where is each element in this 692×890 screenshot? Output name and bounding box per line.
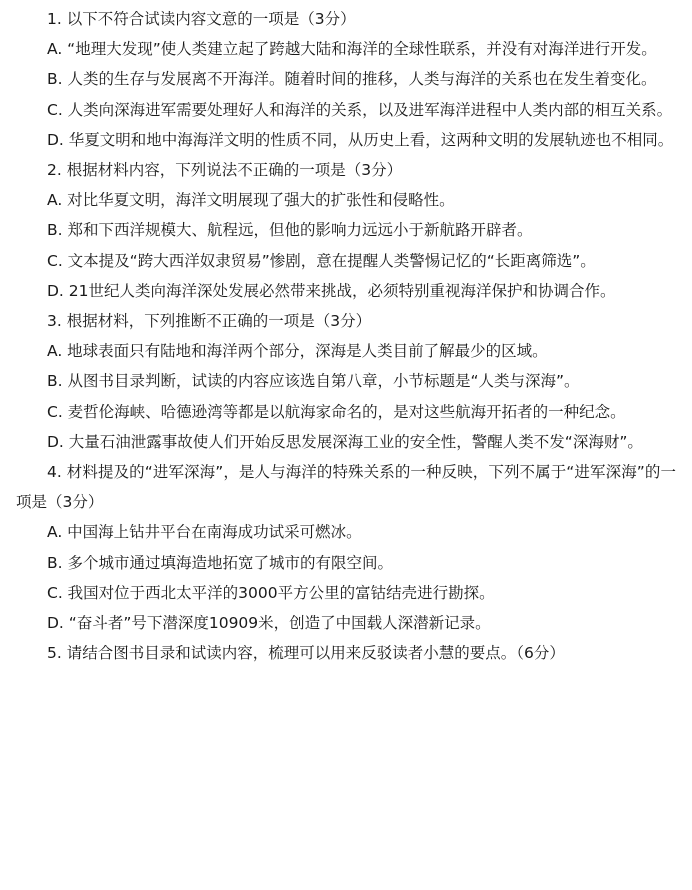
question-2-option-d: D. 21世纪人类向海洋深处发展必然带来挑战，必须特别重视海洋保护和协调合作。 <box>47 281 616 300</box>
question-1-option-a: A. “地理大发现”使人类建立起了跨越大陆和海洋的全球性联系，并没有对海洋进行开发。 <box>47 40 657 59</box>
question-2-option-a: A. 对比华夏文明，海洋文明展现了强大的扩张性和侵略性。 <box>47 191 455 210</box>
question-4-stem: 4. 材料提及的“进军深海”，是人与海洋的特殊关系的一种反映，下列不属于“进军深海”的一项是（3分） <box>16 463 676 512</box>
question-2-option-b: B. 郑和下西洋规模大、航程远，但他的影响力远远小于新航路开辟者。 <box>47 221 533 240</box>
question-3-option-a: A. 地球表面只有陆地和海洋两个部分，深海是人类目前了解最少的区域。 <box>47 342 548 361</box>
question-4-option-b: B. 多个城市通过填海造地拓宽了城市的有限空间。 <box>47 553 393 572</box>
question-1-stem: 1. 以下不符合试读内容文意的一项是（3分） <box>47 10 356 28</box>
question-1-option-d: D. 华夏文明和地中海海洋文明的性质不同，从历史上看，这两种文明的发展轨迹也不相同。 <box>47 130 674 149</box>
question-1-option-c: C. 人类向深海进军需要处理好人和海洋的关系，以及进军海洋进程中人类内部的相互关系。 <box>47 100 673 119</box>
question-4-option-d: D. “奋斗者”号下潜深度10909米，创造了中国载人深潜新记录。 <box>47 614 491 633</box>
question-2-option-c: C. 文本提及“跨大西洋奴隶贸易”惨剧，意在提醒人类警惕记忆的“长距离筛选”。 <box>47 251 596 270</box>
question-5-stem: 5. 请结合图书目录和试读内容，梳理可以用来反驳读者小慧的要点。（6分） <box>47 644 565 663</box>
question-3-stem: 3. 根据材料，下列推断不正确的一项是（3分） <box>47 312 372 331</box>
question-4-option-a: A. 中国海上钻井平台在南海成功试采可燃冰。 <box>47 523 362 542</box>
question-3-option-d: D. 大量石油泄露事故使人们开始反思发展深海工业的安全性，警醒人类不发“深海财”。 <box>47 432 643 451</box>
question-2-stem: 2. 根据材料内容，下列说法不正确的一项是（3分） <box>47 161 403 180</box>
question-3-option-b: B. 从图书目录判断，试读的内容应该选自第八章，小节标题是“人类与深海”。 <box>47 372 580 391</box>
question-3-option-c: C. 麦哲伦海峡、哈德逊湾等都是以航海家命名的，是对这些航海开拓者的一种纪念。 <box>47 402 626 421</box>
question-4-option-c: C. 我国对位于西北太平洋的3000平方公里的富钴结壳进行勘探。 <box>47 583 495 602</box>
question-1-option-b: B. 人类的生存与发展离不开海洋。随着时间的推移，人类与海洋的关系也在发生着变化。 <box>47 70 657 89</box>
